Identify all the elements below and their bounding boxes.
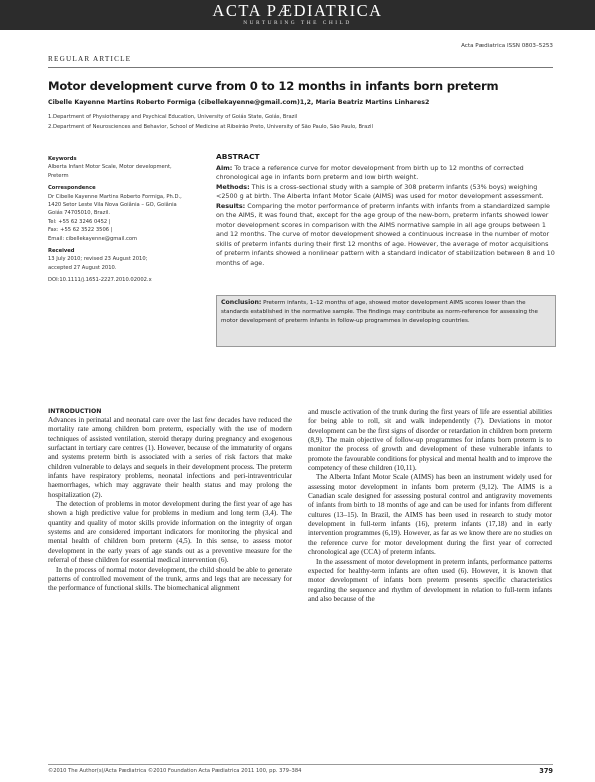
body-paragraph: The detection of problems in motor development during the first year of age has shown a high predictive value for problems in medium and long term (3,4). The quantity and quality of motor skills provide information on the integrity of organ systems and are considered important indicators for monitoring the physical and mental health of children born preterm (4,5). In this sense, to assess motor development in the early years of age stands out as a preventive measure for the referral of these children for essential medical intervention (6).	[48, 500, 292, 565]
abstract-aim: Aim: To trace a reference curve for motor development from birth up to 12 months of corrected chronological age in infants born preterm and low birth weight.	[216, 164, 524, 182]
received-heading: Received	[48, 248, 75, 255]
header-rule	[48, 67, 553, 68]
article-sidebar	[48, 155, 198, 285]
body-paragraph: In the assessment of motor development in preterm infants, performance patterns expected for healthy-term infants are often used (6). However, it is known that motor development of infants born preterm presents specific characteristics regarding the sequence and rhythm of development in relation to full-term infants and also because of the	[308, 557, 552, 603]
introduction-heading: INTRODUCTION	[48, 408, 102, 415]
body-paragraph: Advances in perinatal and neonatal care over the last few decades have reduced the mortality rate among children born preterm, especially with the use of modern techniques of assisted ventilation, steroid therapy during pregnancy and exogenous surfactant in tertiary care centres (1). However, because of the immaturity of organs and systems preterm birth is associated with a series of risk factors that make children vulnerable to delays and sequels in their development process. The preterm infants have respiratory problems, neonatal infections and peri-intraventricular haemorrhages, which may aggravate their health status and may prolong the hospitalization (2).	[48, 416, 292, 499]
abstract-methods: Methods: This is a cross-sectional study with a sample of 308 preterm infants (53% boys) weighing <2500 g at birth. The Alberta Infant Motor Scale (AIMS) was used for motor development assessment.	[216, 182, 544, 201]
doi-link[interactable]: DOI:10.1111/j.1651-2227.2010.02002.x	[48, 277, 152, 284]
page-number: 379	[539, 767, 553, 775]
body-paragraph: and muscle activation of the trunk during the first years of life are essential abilities for being able to roll, sit and walk independently (7). Deviations in motor development can be the first signs of disorder or retardation in children born preterm (8,9). The main objective of follow-up programmes for infants born preterm is to monitor the process of growth and development of these vulnerable infants to promote the favourable conditions for physical and mental health and to improve the competency of these children (10,11).	[308, 408, 552, 473]
footer-rule	[48, 764, 553, 765]
article-section: REGULAR ARTICLE	[48, 55, 132, 63]
body-paragraph: In the process of normal motor development, the child should be able to generate patterns of controlled movement of the trunk, arms and legs that are necessary for the performance of functional skills. The biomechanical alignment	[48, 565, 292, 593]
article-title: Motor development curve from 0 to 12 months in infants born preterm	[48, 79, 499, 93]
body-paragraph: The Alberta Infant Motor Scale (AIMS) has been an instrument widely used for assessing motor development in infants born preterm (9,12). The AIMS is a Canadian scale designed for assessing postural control and antigravity movements of infants from birth to 18 months of age and can be used for infants from different cultures (13–15). In Brazil, the AIMS has been used in research to study motor development in full-term infants (16), preterm infants (17,18) and in early intervention programmes (6,19). However, as far as we know there are no studies on the reference curve for motor development during the first year of corrected chronological age (CCA) of preterm infants.	[308, 473, 552, 557]
affiliation-2: 2.Department of Neurosciences and Behavior, School of Medicine at Ribeirão Preto, University of São Paulo, São Paulo, Brazil	[48, 124, 373, 130]
body-column-left	[48, 408, 292, 594]
correspondence-line: Fax: +55 62 3522 3506 |	[48, 227, 113, 234]
correspondence-email[interactable]: Email: cibellekayenne@gmail.com	[48, 235, 138, 242]
abstract-results: Results: Comparing the motor performance of preterm infants with infants from a standardized sample on the AIMS, it was found that, except for the age group of the new-born, preterm infants showed lower motor development scores in comparison with the AIMS normative sample in all age groups between 1 and 12 months. The curve of motor development showed a continuous increase in the number of motor skills of preterm infants during their first 12 months of age. However, the average of motor acquisitions of preterm infants showed a nonlinear pattern with a standard indicator of stabilization between 8 and 10 months of age.	[216, 201, 555, 267]
abstract-conclusion: Conclusion: Preterm infants, 1–12 months of age, showed motor development AIMS scores lower than the standards established in the normative sample. The findings may contribute as norm-reference for assessing the motor development of preterm infants in follow-up programmes in developing countries.	[221, 299, 538, 324]
keywords-line: Preterm	[48, 172, 69, 179]
journal-tagline: NURTURING THE CHILD	[243, 20, 352, 26]
body-column-right	[308, 408, 552, 604]
abstract-heading: ABSTRACT	[216, 152, 260, 161]
correspondence-line: Tel: +55 62 3246 0452 |	[48, 218, 111, 225]
correspondence-line: Goiás 74705010, Brazil.	[48, 210, 110, 217]
journal-masthead	[0, 0, 595, 30]
article-authors: Cibelle Kayenne Martins Roberto Formiga (cibellekayenne@gmail.com)1,2, Maria Beatriz Martins Linhares2	[48, 99, 430, 106]
keywords-line: Alberta Infant Motor Scale, Motor development,	[48, 164, 172, 171]
abstract-block	[216, 152, 556, 268]
affiliation-1: 1.Department of Physiotherapy and Psychical Education, University of Goiás State, Goiás, Brazil	[48, 114, 298, 120]
issn-label: Acta Pædiatrica ISSN 0803–5253	[461, 43, 553, 49]
correspondence-line: 1420 Setor Leste Vila Nova Goiânia – GO, Goiânia	[48, 202, 177, 209]
footer-copyright: ©2010 The Author(s)/Acta Pædiatrica ©2010 Foundation Acta Pædiatrica 2011 100, pp. 379–384	[48, 768, 302, 774]
received-line: accepted 27 August 2010.	[48, 264, 117, 271]
conclusion-box	[216, 295, 556, 347]
keywords-heading: Keywords	[48, 156, 77, 162]
journal-title: ACTA PÆDIATRICA	[212, 1, 383, 20]
correspondence-line: Dr Cibelle Kayenne Martins Roberto Formiga, Ph.D.,	[48, 193, 182, 200]
correspondence-heading: Correspondence	[48, 185, 96, 192]
received-line: 13 July 2010; revised 23 August 2010;	[48, 256, 148, 263]
